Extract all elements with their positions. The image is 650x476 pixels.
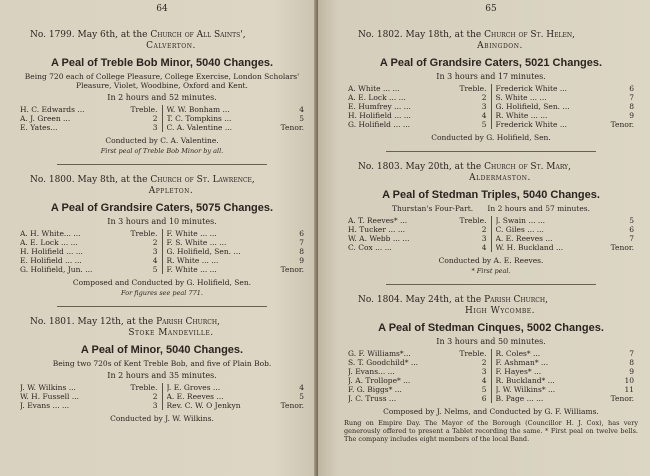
ringer-row <box>496 243 635 252</box>
ringer-name: S. T. Goodchild* ... <box>348 358 419 367</box>
ringer-name: A. E. Lock ... ... <box>348 93 406 102</box>
peal-heading <box>12 175 312 197</box>
ringer-bell: 4 <box>299 383 304 392</box>
ringer-bell: Tenor. <box>280 401 304 410</box>
ringer-name: J. Swain ... ... <box>495 216 546 225</box>
ringer-row <box>167 123 305 132</box>
ringer-bell: 8 <box>299 247 304 256</box>
ringers-left-column <box>344 84 491 129</box>
ringer-bell: 5 <box>481 385 487 394</box>
ringer-name: F. White ... ... <box>166 265 217 274</box>
ringer-name: H. C. Edwards ... <box>20 105 85 114</box>
peal-conductor: Conducted by G. Holifield, Sen. <box>431 133 551 142</box>
divider <box>57 164 267 165</box>
ringers-left-column <box>16 383 162 410</box>
ringer-row <box>496 385 635 394</box>
ringer-bell: 7 <box>299 238 304 247</box>
ringers-right-column <box>162 105 309 132</box>
ringer-name: H. Tucker ... ... <box>348 225 405 234</box>
ringer-name: A. E. Reeves ... <box>166 392 224 401</box>
ringer-name: Frederick White ... <box>495 84 568 93</box>
ringer-bell: 2 <box>152 238 158 247</box>
peal-duration: In 3 hours and 10 minutes. <box>107 217 217 226</box>
ringer-bell: 9 <box>629 111 634 120</box>
ringer-row <box>496 216 635 225</box>
peal-location: Abingdon. <box>477 41 523 51</box>
ringer-name: G. F. Williams*... <box>348 349 411 358</box>
page-number: 64 <box>156 4 168 14</box>
ringer-row <box>348 385 487 394</box>
ringer-row <box>167 265 305 274</box>
ringers-right-column <box>491 216 639 252</box>
ringer-bell: 11 <box>624 385 634 394</box>
ringer-bell: 3 <box>152 247 158 256</box>
peal-number: No. 1799. <box>30 30 75 40</box>
ringers-right-column <box>162 383 309 410</box>
peal-date: May 18th, at the <box>405 30 482 40</box>
ringer-bell: Treble. <box>459 84 487 93</box>
ringer-row <box>348 111 487 120</box>
ringer-name: A. J. Green ... <box>20 114 71 123</box>
ringer-name: A. E. Reeves ... <box>495 234 553 243</box>
ringer-row <box>167 114 305 123</box>
ringer-bell: 5 <box>299 392 304 401</box>
ringer-bell: 2 <box>481 93 487 102</box>
ringers-table <box>16 383 308 410</box>
ringer-row <box>348 349 487 358</box>
ringer-name: E. Humfrey ... ... <box>348 102 411 111</box>
ringer-name: B. Page ... ... <box>495 394 544 403</box>
peal-number: No. 1802. <box>358 30 403 40</box>
peal-duration: In 3 hours and 50 minutes. <box>436 337 546 346</box>
ringer-bell: 4 <box>481 243 487 252</box>
ringer-row <box>348 234 487 243</box>
peal-church: Parish Church, <box>484 295 548 305</box>
peal-title: A Peal of Stedman Triples, 5040 Changes. <box>382 189 600 201</box>
ringer-bell: Tenor. <box>280 123 304 132</box>
ringer-name: F. White ... ... <box>166 229 217 238</box>
ringers-table <box>16 105 308 132</box>
ringer-row <box>20 114 158 123</box>
ringers-right-column <box>491 84 639 129</box>
peal-heading <box>12 30 312 52</box>
ringer-row <box>496 358 635 367</box>
peal-duration: In 2 hours and 52 minutes. <box>107 93 217 102</box>
ringer-row <box>20 247 158 256</box>
ringer-row <box>167 392 305 401</box>
peal-number: No. 1804. <box>358 295 403 305</box>
peal-duration: In 3 hours and 17 minutes. <box>436 72 546 81</box>
ringer-bell: 7 <box>629 349 634 358</box>
ringer-name: W. W. Bonham ... <box>166 105 230 114</box>
ringer-row <box>167 229 305 238</box>
peal-title: A Peal of Grandsire Caters, 5075 Changes. <box>50 202 274 214</box>
ringer-name: A. T. Reeves* ... <box>348 216 408 225</box>
ringer-name: C. Giles ... ... <box>495 225 544 234</box>
ringer-bell: Treble. <box>459 349 487 358</box>
peal-note: Being two 720s of Kent Treble Bob, and five of Plain Bob. <box>52 359 272 368</box>
ringers-table <box>16 229 308 274</box>
peal-record <box>340 295 642 443</box>
peal-record <box>340 30 642 142</box>
ringers-table <box>344 84 638 129</box>
ringer-row <box>20 265 158 274</box>
ringer-row <box>20 401 158 410</box>
ringer-bell: 5 <box>481 120 487 129</box>
ringer-row <box>167 383 305 392</box>
ringer-row <box>496 84 635 93</box>
ringer-bell: 5 <box>629 216 634 225</box>
ringer-bell: Tenor. <box>610 243 634 252</box>
ringer-row <box>20 123 158 132</box>
ringers-left-column <box>344 349 491 403</box>
peal-church: Parish Church, <box>156 317 220 327</box>
ringer-name: E. Yates... <box>20 123 58 132</box>
ringer-row <box>167 105 305 114</box>
peal-title: A Peal of Stedman Cinques, 5002 Changes. <box>378 322 604 334</box>
ringer-bell: Tenor. <box>280 265 304 274</box>
ringer-bell: 3 <box>481 234 487 243</box>
peal-record <box>12 30 312 155</box>
ringer-bell: 4 <box>152 256 158 265</box>
ringer-row <box>496 367 635 376</box>
peal-number: No. 1803. <box>358 162 403 172</box>
ringer-row <box>496 93 635 102</box>
divider <box>386 151 596 152</box>
peal-heading <box>12 317 312 339</box>
ringers-right-column <box>491 349 639 403</box>
ringer-row <box>348 120 487 129</box>
ringer-row <box>20 229 158 238</box>
ringer-row <box>20 256 158 265</box>
ringer-name: F. G. Biggs* ... <box>348 385 402 394</box>
peal-title: A Peal of Minor, 5040 Changes. <box>80 344 244 356</box>
ringer-row <box>20 392 158 401</box>
ringer-row <box>348 102 487 111</box>
ringer-row <box>496 349 635 358</box>
ringer-name: G. Holifield, Sen. ... <box>166 247 241 256</box>
peal-duration: In 2 hours and 35 minutes. <box>107 371 217 380</box>
ringer-name: Rev. C. W. O Jenkyn <box>166 401 241 410</box>
ringer-bell: 3 <box>481 367 487 376</box>
peal-footnote: For figures see peal 771. <box>121 289 203 297</box>
ringer-row <box>496 225 635 234</box>
ringer-name: G. Holifield, Sen. ... <box>495 102 570 111</box>
peal-location: Appleton. <box>148 186 194 196</box>
peal-note: Being 720 each of College Pleasure, College Exercise, London Scholars' Pleasure, Violet, Woodbine, Oxford and Kent. <box>24 72 300 90</box>
ringer-bell: 6 <box>629 225 634 234</box>
divider <box>386 284 596 285</box>
ringer-row <box>20 105 158 114</box>
ringer-bell: 9 <box>299 256 304 265</box>
ringer-row <box>348 367 487 376</box>
peal-date: May 8th, at the <box>77 175 148 185</box>
ringer-row <box>20 238 158 247</box>
peal-record <box>340 162 642 275</box>
peal-title: A Peal of Treble Bob Minor, 5040 Changes. <box>50 57 274 69</box>
ringer-bell: 8 <box>629 102 634 111</box>
ringer-row <box>167 401 305 410</box>
ringer-row <box>348 84 487 93</box>
ringer-bell: 3 <box>481 102 487 111</box>
ringer-row <box>496 102 635 111</box>
ringer-row <box>348 216 487 225</box>
ringer-bell: 9 <box>629 367 634 376</box>
ringer-row <box>348 225 487 234</box>
ringer-name: A. White ... ... <box>348 84 400 93</box>
ringer-row <box>348 243 487 252</box>
ringer-row <box>348 358 487 367</box>
ringer-bell: 2 <box>152 392 158 401</box>
peal-number: No. 1800. <box>30 175 75 185</box>
ringers-left-column <box>16 105 162 132</box>
ringer-bell: 4 <box>481 376 487 385</box>
peal-date: May 6th, at the <box>77 30 148 40</box>
peal-date: May 12th, at the <box>77 317 154 327</box>
ringer-name: J. W. Wilkins ... <box>20 383 76 392</box>
peal-note: Thurstan's Four-Part. In 2 hours and 57 minutes. <box>391 204 591 213</box>
left-page <box>0 0 322 476</box>
ringer-row <box>496 394 635 403</box>
ringer-bell: 7 <box>629 234 634 243</box>
peal-location: Calverton. <box>146 41 196 51</box>
ringer-bell: 5 <box>152 265 158 274</box>
ringers-left-column <box>16 229 162 274</box>
ringers-table <box>344 349 638 403</box>
ringer-name: R. Coles* ... <box>495 349 541 358</box>
ringers-right-column <box>162 229 309 274</box>
ringer-name: J. Evans... ... <box>348 367 395 376</box>
ringer-bell: Tenor. <box>610 120 634 129</box>
ringer-name: G. Holifield ... ... <box>348 120 411 129</box>
peal-conductor: Composed and Conducted by G. Holifield, Sen. <box>72 278 252 287</box>
peal-church: Church of St. Helen, <box>484 30 575 40</box>
ringer-name: J. A. Trollope* ... <box>348 376 411 385</box>
ringer-name: R. Buckland* ... <box>495 376 555 385</box>
ringer-row <box>496 376 635 385</box>
peal-heading <box>340 30 642 52</box>
ringer-row <box>348 394 487 403</box>
ringers-table <box>344 216 638 252</box>
ringer-row <box>167 247 305 256</box>
ringer-name: F. Ashman* ... <box>495 358 549 367</box>
peal-church: Church of St. Lawrence, <box>150 175 255 185</box>
ringer-bell: 6 <box>299 229 304 238</box>
ringer-bell: 2 <box>152 114 158 123</box>
ringer-name: R. White ... ... <box>166 256 219 265</box>
ringer-bell: 8 <box>629 358 634 367</box>
ringer-name: C. A. Valentine ... <box>166 123 233 132</box>
peal-location: Aldermaston. <box>469 173 531 183</box>
ringer-name: W. H. Buckland ... <box>495 243 564 252</box>
ringer-name: J. C. Truss ... <box>348 394 397 403</box>
peal-location: High Wycombe. <box>464 306 535 316</box>
peal-remarks: Rung on Empire Day. The Mayor of the Borough (Councillor H. J. Cox), has very generously offered to present a Tablet recording the same. * First peal on twelve bells. The company includes eight members of the local Band. <box>344 419 638 443</box>
ringer-bell: 4 <box>299 105 304 114</box>
ringer-bell: Treble. <box>130 383 158 392</box>
peal-heading <box>340 162 642 184</box>
ringer-name: H. Holifield ... ... <box>20 247 83 256</box>
peal-church: Church of St. Mary, <box>484 162 571 172</box>
peal-footnote: * First peal. <box>471 267 511 275</box>
ringer-name: J. Evans ... ... <box>20 401 70 410</box>
ringer-name: J. W. Wilkins* ... <box>495 385 556 394</box>
ringer-bell: Treble. <box>459 216 487 225</box>
ringer-name: E. Holifield ... ... <box>20 256 82 265</box>
ringer-bell: 7 <box>629 93 634 102</box>
ringer-name: R. White ... ... <box>495 111 548 120</box>
ringer-bell: 5 <box>299 114 304 123</box>
peal-conductor: Composed by J. Nelms, and Conducted by G. F. Williams. <box>383 407 599 416</box>
peal-footnote: First peal of Treble Bob Minor by all. <box>100 147 224 155</box>
ringer-bell: 3 <box>152 123 158 132</box>
peal-conductor: Conducted by C. A. Valentine. <box>105 136 219 145</box>
ringer-name: S. White ... ... <box>495 93 547 102</box>
peal-record <box>12 175 312 297</box>
ringer-name: C. Cox ... ... <box>348 243 392 252</box>
ringer-row <box>167 238 305 247</box>
ringer-name: G. Holifield, Jun. ... <box>20 265 93 274</box>
ringer-row <box>496 234 635 243</box>
ringer-row <box>348 93 487 102</box>
page-number: 65 <box>485 4 497 14</box>
ringer-name: T. C. Tompkins ... <box>166 114 232 123</box>
ringer-bell: 4 <box>481 111 487 120</box>
ringer-bell: 2 <box>481 225 487 234</box>
ringer-row <box>20 383 158 392</box>
ringer-bell: Treble. <box>130 229 158 238</box>
peal-conductor: Conducted by A. E. Reeves. <box>438 256 544 265</box>
peal-heading <box>340 295 642 317</box>
ringer-name: A. H. White... ... <box>20 229 81 238</box>
ringer-name: J. E. Groves ... <box>166 383 221 392</box>
ringer-row <box>496 111 635 120</box>
ringer-row <box>167 256 305 265</box>
peal-number: No. 1801. <box>30 317 75 327</box>
ringer-bell: Treble. <box>130 105 158 114</box>
peal-location: Stoke Mandeville. <box>128 328 214 338</box>
ringer-bell: 10 <box>624 376 634 385</box>
peal-date: May 20th, at the <box>405 162 482 172</box>
ringer-name: F. Hayes* ... <box>495 367 542 376</box>
ringer-name: W. H. Fussell ... <box>20 392 79 401</box>
ringer-bell: 6 <box>481 394 487 403</box>
ringer-name: W. A. Webb ... ... <box>348 234 410 243</box>
ringer-name: H. Holifield ... ... <box>348 111 411 120</box>
ringers-left-column <box>344 216 491 252</box>
ringer-bell: 3 <box>152 401 158 410</box>
ringer-name: A. E. Lock ... ... <box>20 238 78 247</box>
ringer-bell: 2 <box>481 358 487 367</box>
ringer-bell: 6 <box>629 84 634 93</box>
right-page <box>318 0 650 476</box>
ringer-row <box>348 376 487 385</box>
ringer-name: F. S. White ... ... <box>166 238 227 247</box>
peal-church: Church of All Saints', <box>150 30 246 40</box>
ringer-bell: Tenor. <box>610 394 634 403</box>
peal-title: A Peal of Grandsire Caters, 5021 Changes. <box>379 57 603 69</box>
peal-date: May 24th, at the <box>405 295 482 305</box>
ringer-name: Frederick White ... <box>495 120 568 129</box>
peal-conductor: Conducted by J. W. Wilkins. <box>110 414 214 423</box>
peal-record <box>12 317 312 423</box>
divider <box>57 306 267 307</box>
ringer-row <box>496 120 635 129</box>
